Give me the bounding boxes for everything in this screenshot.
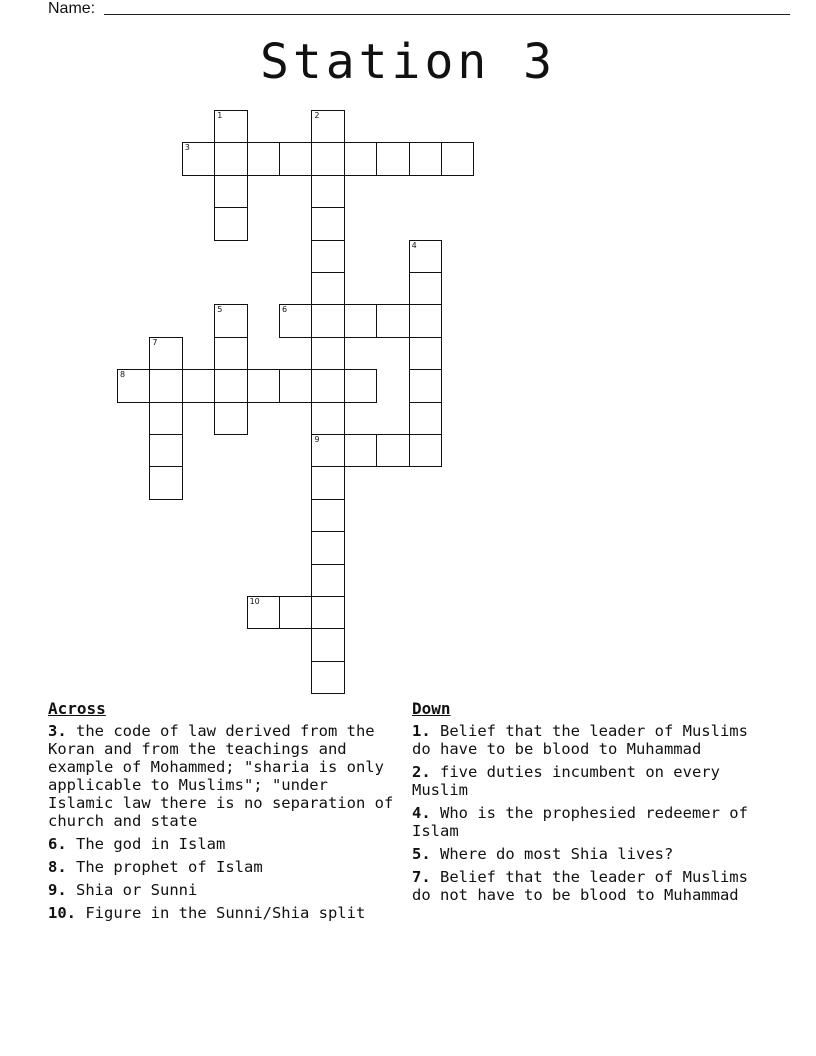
crossword-cell[interactable]: [247, 369, 280, 402]
crossword-cell[interactable]: [279, 596, 312, 629]
crossword-cell[interactable]: [214, 337, 247, 370]
crossword-cell[interactable]: [311, 175, 344, 208]
crossword-cell[interactable]: [311, 337, 344, 370]
crossword-cell[interactable]: [311, 661, 344, 694]
clue-text: Who is the prophesied redeemer of Islam: [412, 804, 748, 840]
crossword-cell[interactable]: [409, 434, 442, 467]
clue-text: The prophet of Islam: [76, 858, 263, 876]
crossword-cell[interactable]: [441, 142, 474, 175]
clue-text: Belief that the leader of Muslims do not have to be blood to Muhammad: [412, 868, 748, 904]
crossword-cell[interactable]: [247, 596, 280, 629]
cell-number: 9: [314, 435, 320, 444]
crossword-cell[interactable]: [311, 564, 344, 597]
clue-number: 10.: [48, 904, 76, 922]
cell-number: 8: [120, 370, 126, 380]
down-heading: Down: [412, 699, 451, 718]
crossword-cell[interactable]: [311, 369, 344, 402]
across-clues: [48, 700, 398, 927]
crossword-cell[interactable]: [311, 628, 344, 661]
crossword-cell[interactable]: [376, 304, 409, 337]
clue-number: 6.: [48, 835, 67, 853]
cell-number: 1: [217, 111, 223, 120]
cell-number: 10: [249, 597, 260, 606]
name-label: Name:: [48, 0, 96, 17]
clue-down-5: [412, 845, 762, 863]
crossword-cell[interactable]: [409, 304, 442, 337]
crossword-cell[interactable]: [311, 304, 344, 337]
down-clues: [412, 700, 762, 909]
crossword-cell[interactable]: [247, 142, 280, 175]
crossword-cell[interactable]: [311, 272, 344, 305]
crossword-cell[interactable]: [409, 272, 442, 305]
clue-across-6: [48, 835, 398, 853]
cell-number: 4: [411, 240, 417, 250]
clue-number: 3.: [48, 722, 67, 740]
crossword-cell[interactable]: [311, 142, 344, 175]
clue-number: 4.: [412, 804, 431, 822]
clue-text: The god in Islam: [76, 835, 226, 853]
clue-across-9: [48, 881, 398, 899]
crossword-cell[interactable]: [409, 402, 442, 435]
clue-across-10: [48, 904, 398, 922]
clue-number: 7.: [412, 868, 431, 886]
crossword-cell[interactable]: [214, 142, 247, 175]
crossword-cell[interactable]: [149, 434, 182, 467]
crossword-cell[interactable]: [311, 110, 344, 143]
crossword-cell[interactable]: [214, 207, 247, 240]
cell-number: 6: [282, 305, 288, 315]
crossword-cell[interactable]: [214, 110, 247, 143]
crossword-cell[interactable]: [149, 337, 182, 370]
crossword-cell[interactable]: [311, 402, 344, 435]
crossword-cell[interactable]: [344, 304, 377, 337]
cell-number: 7: [152, 337, 158, 347]
crossword-cell[interactable]: [117, 369, 150, 402]
clue-text: Figure in the Sunni/Shia split: [85, 904, 366, 922]
crossword-cell[interactable]: [214, 304, 247, 337]
clue-down-7: [412, 868, 762, 904]
clue-down-2: [412, 763, 762, 799]
clue-down-4: [412, 804, 762, 840]
clue-across-8: [48, 858, 398, 876]
clue-text: Where do most Shia lives?: [440, 845, 674, 863]
crossword-cell[interactable]: [409, 240, 442, 273]
crossword-cell[interactable]: [311, 531, 344, 564]
crossword-cell[interactable]: [311, 466, 344, 499]
crossword-cell[interactable]: [409, 369, 442, 402]
crossword-cell[interactable]: [409, 142, 442, 175]
crossword-cell[interactable]: [279, 369, 312, 402]
clue-across-3: [48, 722, 398, 830]
clue-text: five duties incumbent on every Muslim: [412, 763, 720, 799]
clue-text: Belief that the leader of Muslims do have to be blood to Muhammad: [412, 722, 748, 758]
clue-number: 5.: [412, 845, 431, 863]
crossword-cell[interactable]: [344, 142, 377, 175]
cell-number: 5: [217, 305, 223, 315]
crossword-cell[interactable]: [182, 142, 215, 175]
page-title: Station 3: [259, 34, 557, 90]
clue-text: the code of law derived from the Koran and from the teachings and example of Mohammed; "sharia is only applicable to Muslims"; "under Islamic law there is no separation of church and state: [48, 722, 394, 830]
crossword-cell[interactable]: [311, 434, 344, 467]
cell-number: 2: [314, 111, 320, 120]
crossword-cell[interactable]: [149, 369, 182, 402]
crossword-cell[interactable]: [214, 175, 247, 208]
crossword-cell[interactable]: [311, 499, 344, 532]
across-heading: Across: [48, 699, 106, 718]
cell-number: 3: [184, 143, 190, 153]
clue-number: 8.: [48, 858, 67, 876]
crossword-cell[interactable]: [311, 240, 344, 273]
crossword-cell[interactable]: [149, 402, 182, 435]
clue-text: Shia or Sunni: [76, 881, 198, 899]
crossword-cell[interactable]: [279, 142, 312, 175]
crossword-cell[interactable]: [311, 596, 344, 629]
crossword-cell[interactable]: [344, 434, 377, 467]
crossword-cell[interactable]: [409, 337, 442, 370]
clue-number: 9.: [48, 881, 67, 899]
crossword-cell[interactable]: [279, 304, 312, 337]
crossword-cell[interactable]: [149, 466, 182, 499]
clue-down-1: [412, 722, 762, 758]
crossword-cell[interactable]: [344, 369, 377, 402]
crossword-cell[interactable]: [311, 207, 344, 240]
crossword-cell[interactable]: [182, 369, 215, 402]
crossword-cell[interactable]: [376, 142, 409, 175]
crossword-cell[interactable]: [376, 434, 409, 467]
clue-number: 2.: [412, 763, 431, 781]
clue-number: 1.: [412, 722, 431, 740]
crossword-cell[interactable]: [214, 369, 247, 402]
crossword-cell[interactable]: [214, 402, 247, 435]
